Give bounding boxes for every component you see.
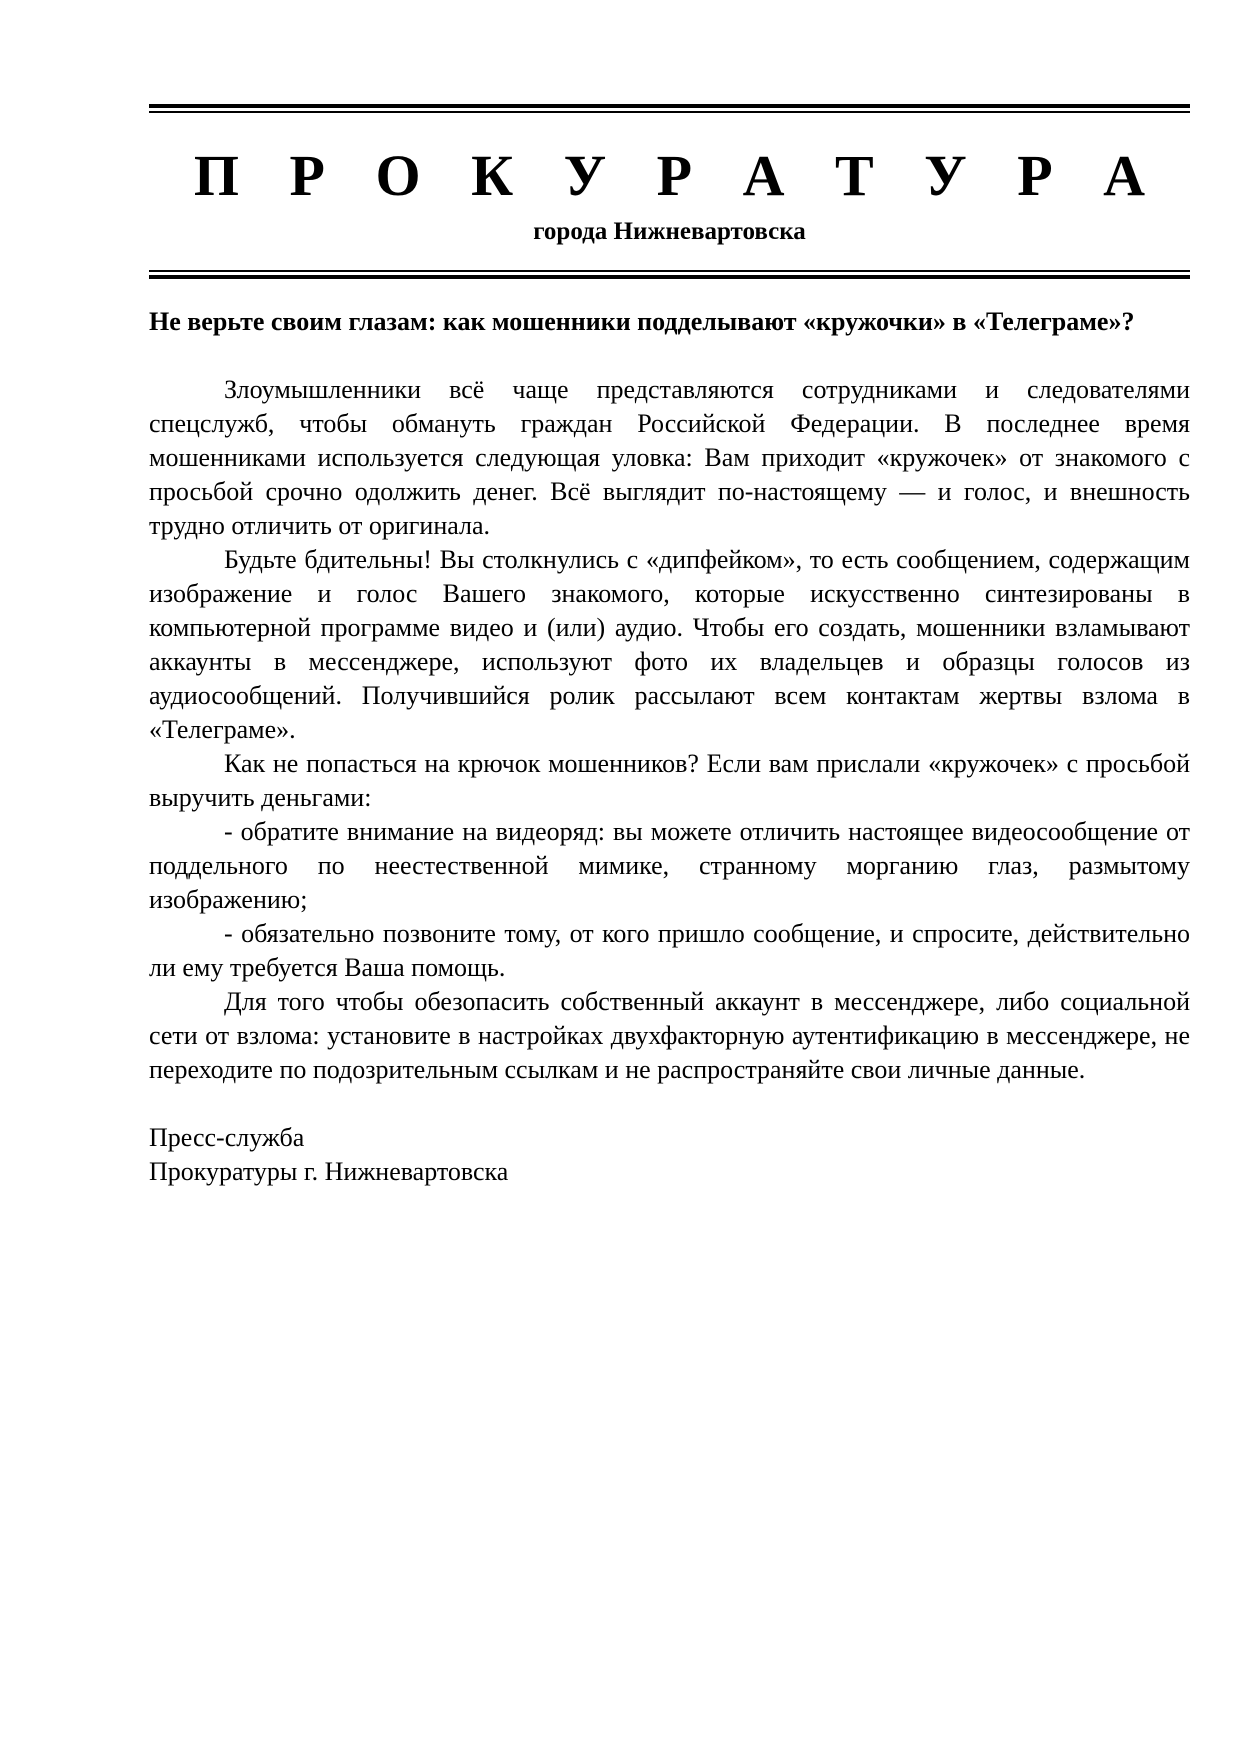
bottom-rule-thin [149, 270, 1190, 272]
organization-subtitle: города Нижневартовска [533, 218, 806, 245]
article-list-item: - обязательно позвоните тому, от кого пришло сообщение, и спросите, действительно ли ему требуется Ваша помощь. [149, 919, 1190, 982]
article-paragraph: Злоумышленники всё чаще представляются сотрудниками и следователями спецслужб, чтобы обмануть граждан Российской Федерации. В последнее время мошенниками используется следующая уловка: Вам приходит «кружочек» от знакомого с просьбой срочно одолжить денег. Всё выглядит по-настоящему — и голос, и внешность трудно отличить от оригинала. [149, 375, 1190, 540]
letterhead-top-rule [149, 104, 1190, 113]
signature-line-1: Пресс-служба [149, 1123, 305, 1152]
article-paragraph: Для того чтобы обезопасить собственный аккаунт в мессенджере, либо социальной сети от взлома: установите в настройках двухфакторную аутентификацию в мессенджере, не переходите по подозрительным ссылкам и не распространяйте свои личные данные. [149, 987, 1190, 1084]
signature-block [149, 1121, 1190, 1189]
article-paragraph: Будьте бдительны! Вы столкнулись с «дипфейком», то есть сообщением, содержащим изображение и голос Вашего знакомого, которые искусственно синтезированы в компьютерной программе видео и (или) аудио. Чтобы его создать, мошенники взламывают аккаунты в мессенджере, используют фото их владельцев и образцы голосов из аудиосообщений. Получившийся ролик рассылают всем контактам жертвы взлома в «Телеграме». [149, 545, 1190, 744]
signature-line-2: Прокуратуры г. Нижневартовска [149, 1157, 509, 1186]
article-list-item: - обратите внимание на видеоряд: вы можете отличить настоящее видеосообщение от поддельного по неестественной мимике, странному морганию глаз, размытому изображению; [149, 817, 1190, 914]
letterhead [149, 104, 1190, 279]
top-rule-thick [149, 104, 1190, 108]
article-paragraph: Как не попасться на крючок мошенников? Если вам прислали «кружочек» с просьбой выручить деньгами: [149, 749, 1190, 812]
article-headline: Не верьте своим глазам: как мошенники подделывают «кружочки» в «Телеграме»? [149, 307, 1135, 336]
top-rule-thin [149, 111, 1190, 113]
bottom-rule-thick [149, 275, 1190, 279]
letterhead-bottom-rule [149, 270, 1190, 279]
article-body [149, 305, 1190, 1189]
organization-title: П Р О К У Р А Т У Р А [193, 143, 1164, 208]
